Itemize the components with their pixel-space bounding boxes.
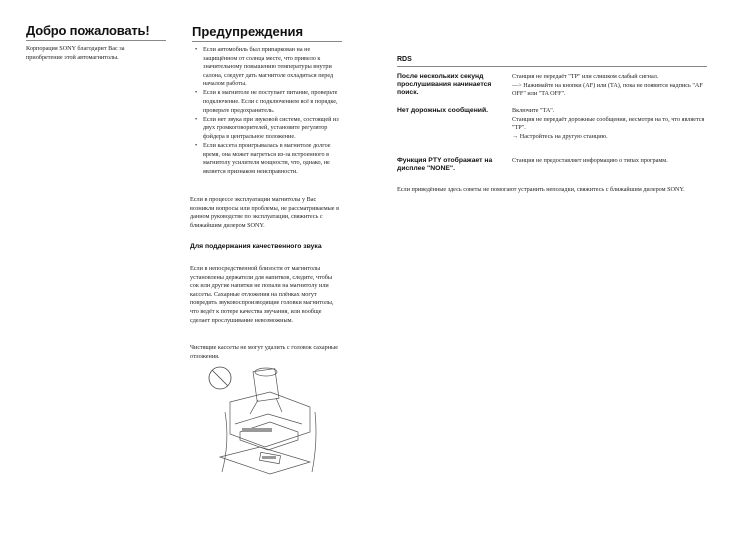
cupholder-illustration (200, 362, 330, 477)
rds-solution: Станция не предоставляет информацию о типах программ. (512, 157, 668, 164)
warnings-contact: Если в процессе эксплуатации магнитолы у Вас возникли вопросы или проблемы, не рассматриваемые в данном руководстве по эксплуатации, свяжитесь с ближайшим дилером SONY. (190, 196, 340, 229)
rds-problem: После нескольких секунд прослушивания начинается поиск. (397, 73, 492, 96)
rds-title: RDS (397, 56, 412, 63)
rds-rule (397, 66, 707, 67)
warnings-heading: Предупреждения (192, 24, 304, 39)
warning-item: • Если автомобиль был припаркован на не защищённом от солнца месте, что привело к значительному повышению температуры внутри салона, следует дать магнитоле охладиться перед началом работы. (193, 46, 343, 89)
warning-item: • Если нет звука при звуковой системе, состоящей из двух громкоговорителей, установите регулятор фэйдера в центральное положение. (193, 116, 343, 142)
rds-problem: Функция PTY отображает на дисплее "NONE". (397, 157, 493, 172)
rds-footer: Если приведённые здесь советы не помогают устранить неполадки, свяжитесь с ближайшим дилером SONY. (397, 186, 685, 193)
quality-note: Чистящие кассеты не могут удалить с головок сахарные отложения. (190, 344, 338, 360)
warnings-rule (192, 41, 342, 42)
welcome-heading: Добро пожаловать! (26, 23, 150, 38)
warning-item: • Если кассета проигрывалась в магнитоле долгое время, она может нагреться из-за встроенного в магнитолу усилителя мощности, что, однако, не является признаком неисправности. (193, 142, 343, 176)
warnings-list (193, 46, 343, 177)
welcome-rule (26, 40, 166, 41)
quality-body: Если в непосредственной близости от магнитолы установлены держатели для напитков, следите, чтобы сок или другие напитки не попали на магнитолу или кассеты. Сахарные отложения на плёнках могут повредить звуковоспроизводящие головки магнитолы, что ведёт к потере качества звучания, или вообще сделает прослушивание невозможным. (190, 265, 334, 324)
rds-solution: Включите "TA". Станция не передаёт дорожные сообщения, несмотря на то, что является "TP". → Настройтесь на другую станцию. (512, 107, 705, 140)
rds-problem: Нет дорожных сообщений. (397, 107, 489, 114)
welcome-body: Корпорация SONY благодарит Вас за приобретение этой автомагнитолы. (26, 45, 125, 61)
rds-solution: Станция не передаёт "TP" или слишком слабый сигнал. —> Нажимайте на кнопки (AF) или (TA), пока не появится надпись "AF OFF" или "TA OFF". (512, 73, 703, 98)
warning-item: • Если к магнитоле не поступает питание, проверьте подключение. Если с подключением всё в порядке, проверьте предохранитель. (193, 89, 343, 115)
quality-heading: Для поддержания качественного звука (190, 243, 322, 250)
prohibited-sign (209, 367, 231, 389)
